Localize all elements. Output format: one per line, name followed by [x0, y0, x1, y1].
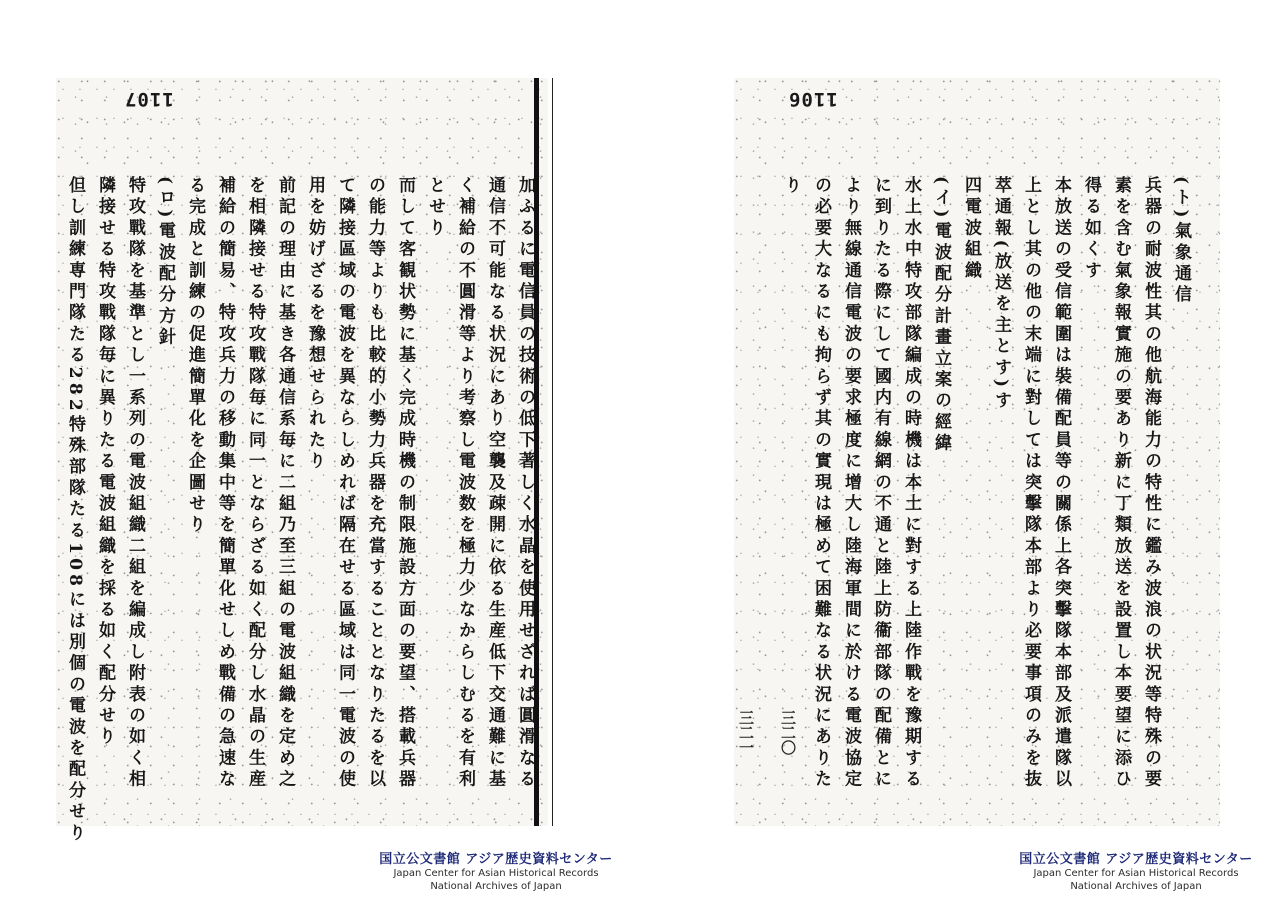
section-heading: (イ)電波配分計畫立案の經緯 — [931, 176, 951, 455]
folio-number: 三二〇 — [779, 710, 797, 755]
text-line: く補給の不圓滑等より考察し電波数を極力少なからしむるを有利 — [455, 176, 475, 791]
text-line: 萃通報(放送を主とす)す — [991, 176, 1011, 413]
text-line: 加ふるに電信員の技術の低下著しく水晶を使用せざれば圓滑なる — [515, 176, 535, 791]
folio-number: 三二一 — [737, 710, 755, 755]
text-line: 隣接せる特攻戰隊毎に異りたる電波組織を採る如く配分せり — [95, 176, 115, 749]
archive-name-en: National Archives of Japan — [1070, 881, 1202, 892]
text-line: とせり — [425, 176, 445, 240]
vertical-text-block — [65, 176, 540, 845]
page-number: 1107 — [124, 88, 174, 110]
text-line: 特攻戰隊を基準とし一系列の電波組織二組を編成し附表の如く相 — [125, 176, 145, 791]
text-line: 通信不可能なる状況にあり空襲及疎開に依る生産低下交通難に基 — [485, 176, 505, 791]
text-line: 得る如くす — [1081, 176, 1101, 282]
left-document-page — [56, 78, 548, 845]
text-line: より無線通信電波の要求極度に增大し陸海軍間に於ける電波協定 — [841, 176, 861, 791]
text-line: て隣接區域の電波を異ならしめれば隔在せる區域は同一電波の使 — [335, 176, 355, 791]
text-line: に到りたる際にして國内有線網の不通と陸上防衞部隊の配備とに — [871, 176, 891, 791]
text-line: り — [781, 176, 801, 198]
section-heading: (ト)氣象通信 — [1171, 176, 1191, 307]
archive-name-jp: 国立公文書館 アジア歴史資料センター — [379, 852, 613, 867]
text-line: を相隣接せる特攻戰隊毎に同一とならざる如く配分し水晶の生産 — [245, 176, 265, 791]
text-line: る完成と訓練の促進簡單化を企圖せり — [185, 176, 205, 537]
archive-footer — [352, 848, 640, 893]
text-line: の必要大なるにも拘らず其の實現は極めて困難なる状況にありた — [811, 176, 831, 791]
text-line: の能力等よりも比較的小勢力兵器を充當することとなりたるを以 — [365, 176, 385, 791]
page-number: 1106 — [788, 88, 838, 110]
text-line: 但し訓練専門隊たる282特殊部隊たる108には別個の電波を配分せり — [65, 176, 85, 845]
text-line: 補給の簡易、特攻兵力の移動集中等を簡單化せしめ戰備の急速な — [215, 176, 235, 791]
section-heading: 四電波組織 — [961, 176, 981, 282]
text-line: 水上水中特攻部隊編成の時機は本土に對する上陸作戰を豫期する — [901, 176, 921, 791]
text-line: 前記の理由に基き各通信系毎に二組乃至三組の電波組織を定め之 — [275, 176, 295, 791]
text-line: 素を含む氣象報實施の要あり新に丁類放送を設置し本要望に添ひ — [1111, 176, 1131, 791]
text-line: 本放送の受信範圍は裝備配員等の關係上各突擊隊本部及派遣隊以 — [1051, 176, 1071, 791]
archive-name-jp: 国立公文書館 アジア歴史資料センター — [1019, 852, 1253, 867]
archive-footer — [992, 848, 1280, 893]
archive-name-en: Japan Center for Asian Historical Records — [393, 868, 599, 879]
page-edge-rule — [552, 78, 553, 826]
archive-name-en: Japan Center for Asian Historical Records — [1033, 868, 1239, 879]
text-line: 上とし其の他の末端に對しては突擊隊本部より必要事項のみを抜 — [1021, 176, 1041, 791]
text-line: 用を妨げざるを豫想せられたり — [305, 176, 325, 473]
archive-name-en: National Archives of Japan — [430, 881, 562, 892]
section-heading: (ロ)電波配分方針 — [155, 176, 175, 349]
right-document-page — [734, 78, 1220, 826]
text-line: 而して客観状勢に基く完成時機の制限施設方面の要望、搭載兵器 — [395, 176, 415, 791]
text-line: 兵器の耐波性其の他航海能力の特性に鑑み波浪の状況等特殊の要 — [1141, 176, 1161, 791]
